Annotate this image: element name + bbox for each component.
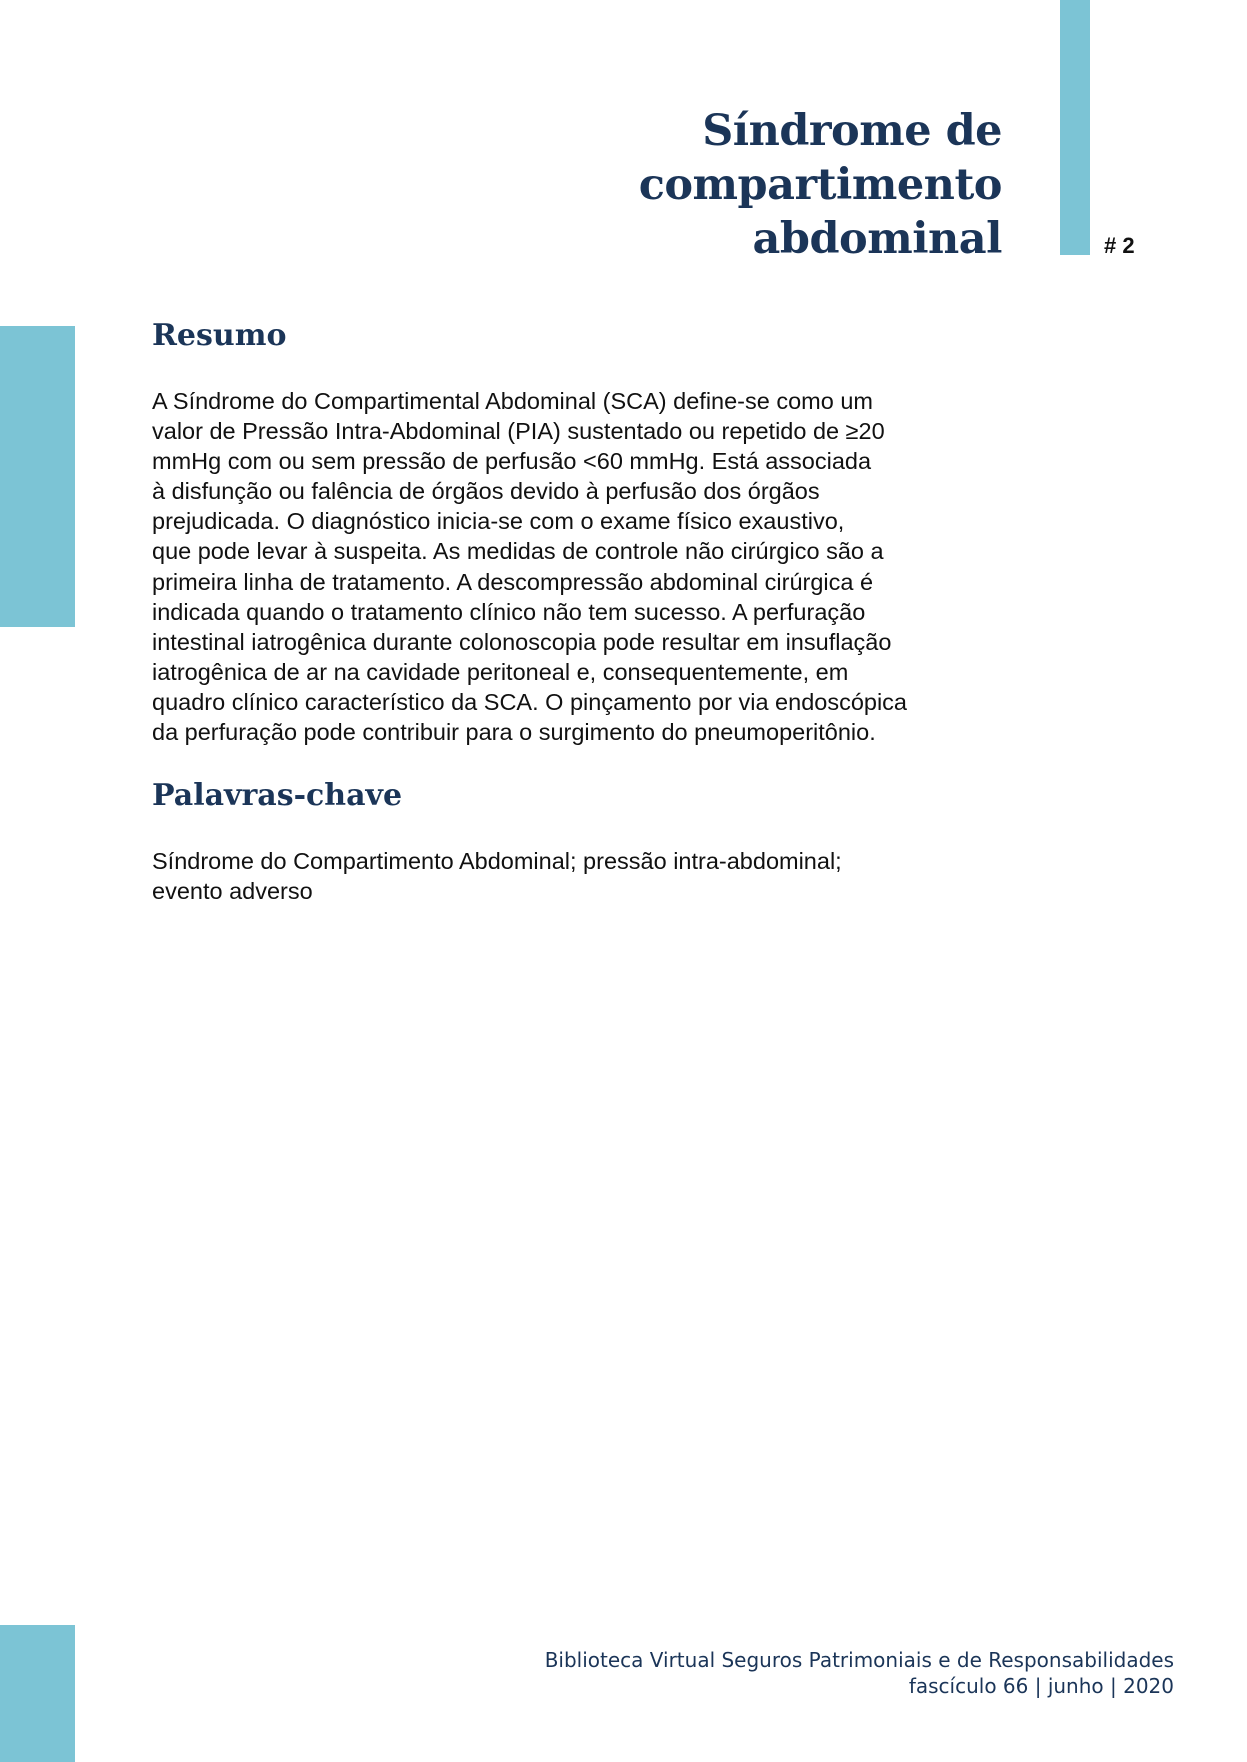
title-line: abdominal	[752, 214, 1002, 264]
document-title	[402, 104, 1002, 266]
keywords-text	[152, 846, 982, 906]
abstract-line: valor de Pressão Intra-Abdominal (PIA) sustentado ou repetido de ≥20	[152, 418, 885, 445]
accent-bar-bottom	[0, 1625, 75, 1762]
footer-issue-info: fascículo 66 | junho | 2020	[908, 1674, 1174, 1698]
abstract-line: quadro clínico característico da SCA. O pinçamento por via endoscópica	[152, 688, 908, 715]
keywords-heading: Palavras-chave	[152, 778, 403, 813]
issue-number: # 2	[1104, 233, 1135, 258]
title-line: compartimento	[638, 160, 1002, 210]
abstract-line: à disfunção ou falência de órgãos devido à perfusão dos órgãos	[152, 478, 820, 505]
footer-publication: Biblioteca Virtual Seguros Patrimoniais e de Responsabilidades	[544, 1648, 1174, 1672]
abstract-line: primeira linha de tratamento. A descompressão abdominal cirúrgica é	[152, 568, 874, 595]
abstract-line: iatrogênica de ar na cavidade peritoneal e, consequentemente, em	[152, 658, 849, 685]
title-line: Síndrome de	[702, 106, 1002, 156]
abstract-line: que pode levar à suspeita. As medidas de controle não cirúrgico são a	[152, 538, 884, 565]
abstract-line: intestinal iatrogênica durante colonoscopia pode resultar em insuflação	[152, 628, 892, 655]
abstract-line: indicada quando o tratamento clínico não tem sucesso. A perfuração	[152, 598, 866, 625]
abstract-line: prejudicada. O diagnóstico inicia-se com o exame físico exaustivo,	[152, 508, 845, 535]
abstract-line: da perfuração pode contribuir para o surgimento do pneumoperitônio.	[152, 719, 876, 746]
abstract-line: A Síndrome do Compartimental Abdominal (SCA) define-se como um	[152, 388, 873, 414]
footer	[545, 1647, 1174, 1699]
keywords-line: evento adverso	[152, 878, 313, 905]
abstract-text	[152, 386, 982, 747]
accent-bar-left	[0, 326, 75, 627]
accent-bar-top	[1060, 0, 1090, 255]
abstract-heading: Resumo	[152, 318, 287, 353]
keywords-line: Síndrome do Compartimento Abdominal; pressão intra-abdominal;	[152, 848, 842, 874]
abstract-line: mmHg com ou sem pressão de perfusão <60 mmHg. Está associada	[152, 448, 872, 475]
